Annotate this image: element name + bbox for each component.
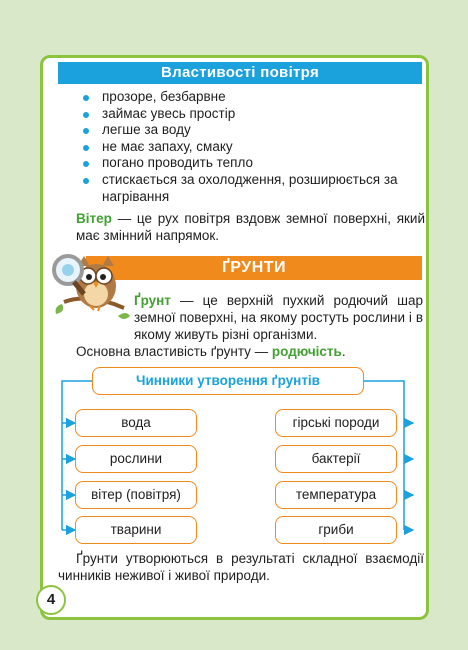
factors-title: Чинники утворення ґрунтів [92, 367, 364, 395]
page-number: 4 [36, 585, 66, 615]
list-item-text: прозоре, безбарвне [102, 89, 226, 104]
soil-definition-rest: земної поверхні, на якому ростуть рослини і в якому живуть різні організми. [134, 310, 423, 342]
soil-banner: ҐРУНТИ [86, 256, 422, 280]
soil-property-prefix: Основна властивість ґрунту — [76, 344, 272, 359]
factor-box-fungi: гриби [275, 516, 397, 544]
soil-property-suffix: . [341, 344, 346, 359]
list-item-text: займає увесь простір [102, 105, 236, 121]
factor-box-temperature: температура [275, 481, 397, 509]
air-properties-banner: Властивості повітря [58, 62, 422, 84]
wind-term: Вітер [76, 211, 112, 226]
factor-box-plants: рослини [75, 445, 197, 473]
soil-property-value: родючість [271, 344, 342, 359]
factor-box-animals: тварини [75, 516, 197, 544]
factor-box-water: вода [75, 409, 197, 437]
conclusion-text: Ґрунти утворюються в результаті складної взаємодії чинників неживої і живої природи. [58, 551, 424, 583]
factor-box-wind: вітер (повітря) [75, 481, 197, 509]
wind-definition-text: — це рух повітря вздовж земної поверхні, який має змінний напрямок. [76, 211, 425, 243]
list-item-text: стискається за охолодження, розширюється за нагрівання [102, 171, 398, 204]
list-item-text: погано проводить тепло [102, 155, 253, 171]
soil-definition-line1: — це верхній пухкий родючий шар [170, 293, 423, 308]
list-item-text: не має запаху, смаку [102, 138, 233, 154]
factor-box-rocks: гірські породи [275, 409, 397, 437]
factor-box-bacteria: бактерії [275, 445, 397, 473]
list-item-text: легше за воду [102, 122, 191, 138]
soil-term: Ґрунт [134, 293, 171, 308]
